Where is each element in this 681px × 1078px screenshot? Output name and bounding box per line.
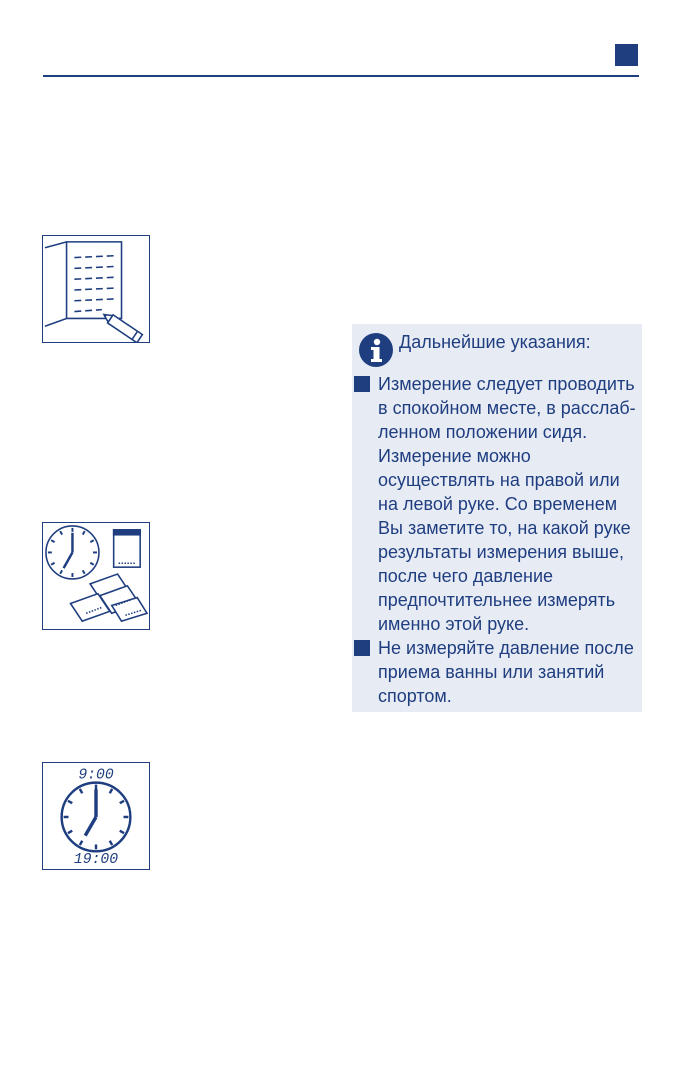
info-bullet-list <box>352 372 642 708</box>
bullet-line: приема ванны или занятий <box>378 662 605 682</box>
bullet-line: результаты измерения выше, <box>378 542 625 562</box>
bullet-line: ленном положении сидя. <box>378 422 588 442</box>
bullet-square-icon <box>354 376 370 392</box>
info-bullet <box>352 372 642 636</box>
notebook-pencil-icon <box>42 235 150 343</box>
info-title: Дальнейшие указания: <box>399 332 591 352</box>
bullet-line: в спокойном месте, в расслаб- <box>378 398 636 418</box>
clock-bottom-time: 19:00 <box>73 852 119 869</box>
bullet-line: спортом. <box>378 686 452 706</box>
info-bullet <box>352 636 642 708</box>
bullet-square-icon <box>354 640 370 656</box>
bullet-line: Измерение можно <box>378 446 531 466</box>
clock-top-time: 9:00 <box>78 767 114 784</box>
section-marker-square <box>615 44 638 66</box>
bullet-line: именно этой руке. <box>378 614 530 634</box>
bullet-line: осуществлять на правой или <box>378 470 620 490</box>
bullet-line: на левой руке. Со временем <box>378 494 618 514</box>
header-rule <box>43 75 639 77</box>
bullet-line: Вы заметите то, на какой руке <box>378 518 631 538</box>
bullet-line: Не измеряйте давление после <box>378 638 634 658</box>
info-panel <box>352 324 642 712</box>
clock-papers-icon <box>42 522 150 630</box>
clock-times-icon <box>42 762 150 870</box>
bullet-line: Измерение следует проводить <box>378 374 635 394</box>
info-icon <box>358 332 394 368</box>
bullet-line: после чего давление <box>378 566 554 586</box>
bullet-line: предпочтительнее измерять <box>378 590 616 610</box>
